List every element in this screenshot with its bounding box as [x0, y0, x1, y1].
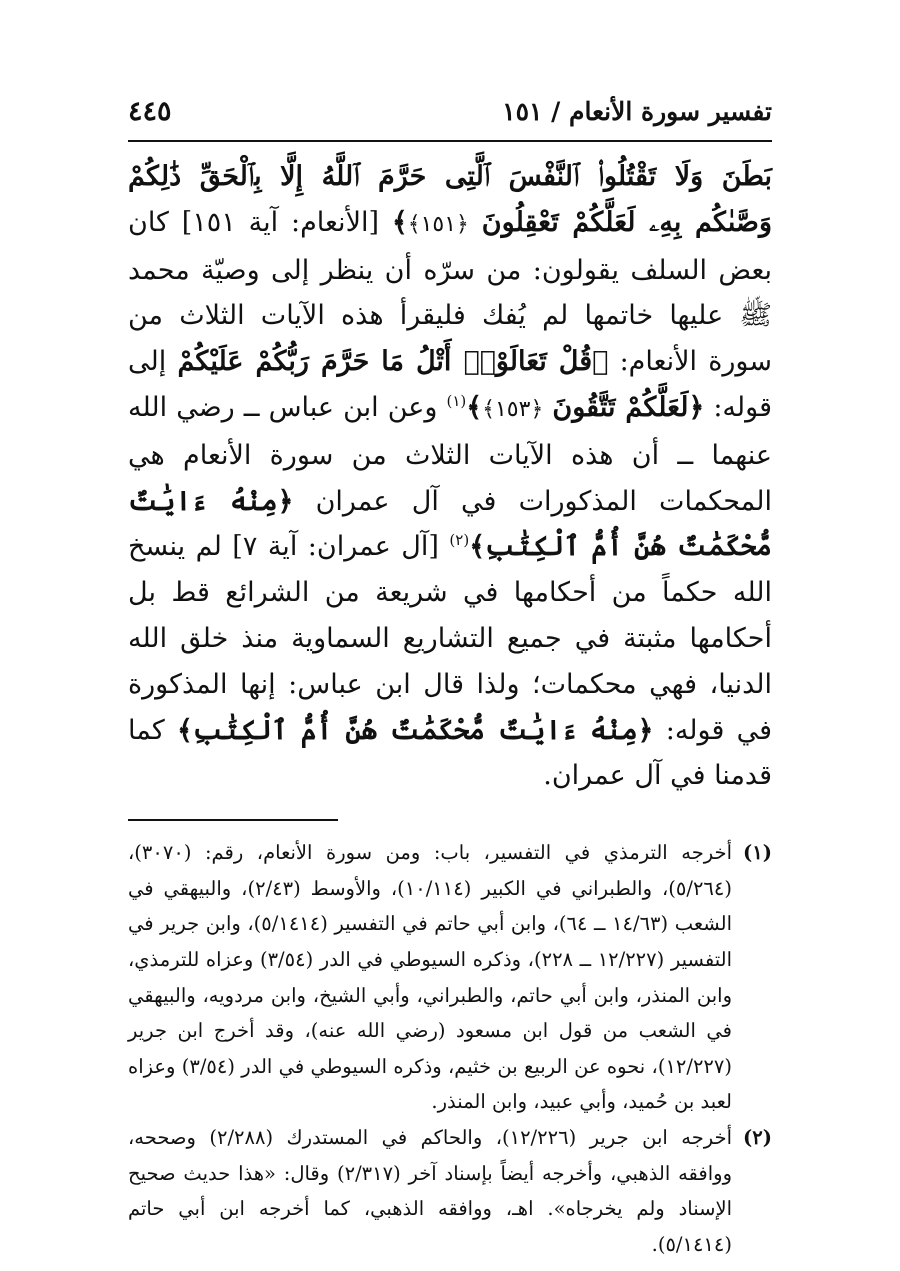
paragraph-text: إلى قوله:: [128, 346, 772, 423]
quran-verse: مِنْهُ ءَايَٰتٌ مُّحْكَمَٰتٌ هُنَّ أُمُّ ٱلْكِتَٰبِ: [192, 714, 638, 746]
page-number: ٤٤٥: [128, 96, 172, 127]
book-page: [128, 96, 773, 1256]
quote-bracket: ﴿: [592, 346, 609, 378]
footnote-reference[interactable]: (١): [446, 391, 467, 410]
ayah-number-mark: ﴿١٥١﴾: [407, 211, 469, 237]
footnote-text: أخرجه الترمذي في التفسير، باب: ومن سورة الأنعام، رقم: (٣٠٧٠)، (٥/٢٦٤)، والطبراني في الكبير (١٠/١١٤)، والأوسط (٢/٤٣)، والبيهقي في الشعب (١٤/٦٣ ــ ٦٤)، وابن أبي حاتم في التفسير (٥/١٤١٤)، وابن جرير في التفسير (١٢/٢٢٧ ــ ٢٢٨)، وذكره السيوطي في الدر (٣/٥٤) وعزاه للترمذي، وابن المنذر، وابن أبي حاتم، والطبراني، وأبي الشيخ، وابن مردويه، والبيهقي في الشعب من قول ابن مسعود (رضي الله عنه)، وقد أخرج ابن جرير (١٢/٢٢٧)، نحوه عن الربيع بن خثيم، وذكره السيوطي في الدر (٣/٥٤) وعزاه لعبد بن حُميد، وأبي عبيد، وابن المنذر.: [128, 841, 733, 1114]
footnote-reference[interactable]: (٢): [449, 531, 470, 550]
page-header: [128, 96, 772, 142]
paragraph-text: [الأنعام: آية ١٥١] كان بعض السلف يقولون: من سرّه أن ينظر إلى وصيّة محمد ﷺ عليها خاتمها لم يُفك فليقرأ هذه الآيات الثلاث من سورة الأنعام:: [128, 206, 772, 378]
footnote-separator: [128, 819, 338, 821]
footnote: [128, 835, 772, 1120]
quran-verse: قُلْ تَعَالَوْا۟ أَتْلُ مَا حَرَّمَ رَبُّكُمْ عَلَيْكُمْ: [177, 346, 593, 378]
quote-bracket: ﴿: [277, 485, 294, 517]
quote-bracket: ﴾: [466, 391, 483, 423]
quran-verse: لَعَلَّكُمْ تَتَّقُونَ: [552, 391, 689, 423]
quran-verse: مِنْهُ ءَايَٰتٌ مُّحْكَمَٰتٌ هُنَّ أُمُّ ٱلْكِتَٰبِ: [128, 485, 773, 563]
running-title: تفسير سورة الأنعام / ١٥١: [502, 97, 772, 126]
paragraph-text: كما قدمنا في آل عمران.: [128, 714, 772, 792]
paragraph-text: [آل عمران: آية ٧] لم ينسخ الله حكماً من أحكامها في شريعة من الشرائع قط بل أحكامها مثبتة في جميع التشاريع السماوية منذ خلق الله الدنيا، فهي محكمات؛ ولذا قال ابن عباس: إنها المذكورة في قوله:: [128, 531, 773, 746]
quote-bracket: ﴿: [688, 391, 705, 423]
main-text: [128, 154, 772, 799]
quote-bracket: ﴾: [469, 531, 486, 563]
ayah-number-mark: ﴿١٥٣﴾: [482, 396, 544, 422]
footnote-text: أخرجه ابن جرير (١٢/٢٢٦)، والحاكم في المستدرك (٢/٢٨٨) وصححه، ووافقه الذهبي، وأخرجه أيضاً بإسناد آخر (٢/٣١٧) وقال: «هذا حديث صحيح الإسناد ولم يخرجاه». اهـ، ووافقه الذهبي، كما أخرجه ابن أبي حاتم (٥/١٤١٤).: [128, 1125, 732, 1256]
footnote: [128, 1120, 772, 1262]
quote-bracket: ﴿: [637, 714, 654, 746]
quran-verse: بَطَنَ وَلَا تَقْتُلُوا۟ ٱلنَّفْسَ ٱلَّتِى حَرَّمَ ٱللَّهُ إِلَّا بِٱلْحَقِّ ذَٰلِكُمْ وَصَّىٰكُم بِهِۦ لَعَلَّكُمْ تَعْقِلُونَ: [128, 161, 773, 238]
footnote-number: (٢): [743, 1125, 772, 1149]
quote-bracket: ﴾: [391, 206, 408, 238]
footnotes: [128, 835, 772, 1262]
paragraph-text: وعن ابن عباس ــ رضي الله عنهما ــ أن هذه الآيات الثلاث من سورة الأنعام هي المحكمات المذكورات في آل عمران: [128, 391, 772, 517]
footnote-number: (١): [743, 841, 772, 865]
quote-bracket: ﴾: [176, 714, 193, 746]
